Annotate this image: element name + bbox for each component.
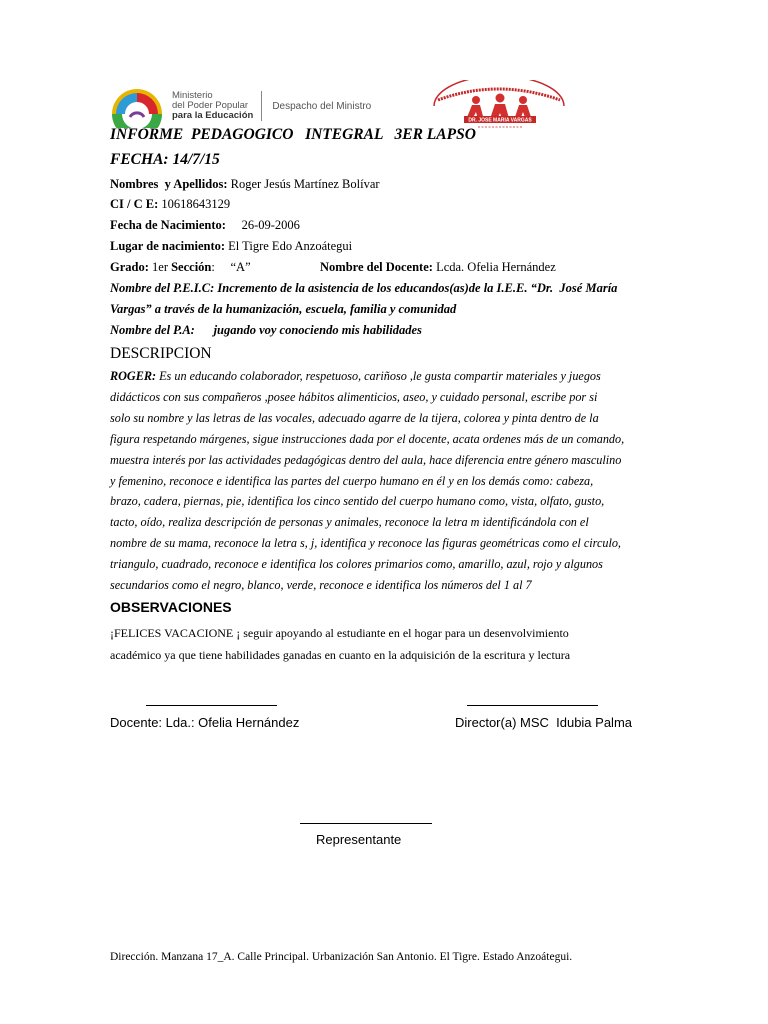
- logo-divider: [261, 91, 262, 121]
- school-logo: [428, 80, 570, 130]
- description-paragraph: [110, 366, 658, 596]
- description-line: nombre de su mama, reconoce la letra s, j, identifica y reconoce las figuras geométricas como el circulo,: [110, 536, 621, 551]
- student-id-field: [110, 197, 230, 212]
- field-label: Sección: [167, 260, 212, 274]
- description-line: muestra interés por las actividades pedagógicas dentro del aula, hace diferencia entre género masculino: [110, 452, 622, 467]
- description-line: figura respetando márgenes, sigue instrucciones dada por el docente, acata ordenes más de un comando,: [110, 431, 625, 446]
- description-line: secundarios como el negro, blanco, verde, reconoce e identifica los números del 1 al 7: [110, 578, 532, 593]
- field-label: Grado:: [110, 260, 149, 274]
- director-signature-label: Director(a) MSC Idubia Palma: [455, 715, 632, 730]
- representative-signature-label: Representante: [316, 832, 402, 847]
- student-first-name: ROGER:: [110, 369, 157, 383]
- description-text: Es un educando colaborador, respetuoso, cariñoso ,le gusta compartir materiales y juegos: [156, 369, 601, 383]
- description-line: [110, 366, 658, 387]
- field-value: 26-09-2006: [225, 218, 300, 232]
- field-value: Lcda. Ofelia Hernández: [432, 260, 556, 274]
- grade-section-field: [110, 260, 251, 275]
- ministry-name-line: [172, 111, 253, 121]
- field-value: 10618643129: [158, 197, 231, 211]
- description-line: didácticos con sus compañeros ,posee hábitos alimenticios, aseo, y cuidado personal, escribe por si: [110, 389, 598, 404]
- report-date: FECHA: 14/7/15: [110, 151, 220, 168]
- ministry-name-line: Ministerio: [172, 90, 213, 101]
- description-line: solo su nombre y las letras de las vocales, adecuado agarre de la tijera, colorea y pinta dentro de la: [110, 410, 599, 425]
- ministry-name: [172, 91, 253, 121]
- field-label: Lugar de nacimiento:: [110, 239, 226, 253]
- observations-paragraph: [110, 622, 658, 666]
- observations-heading: OBSERVACIONES: [110, 599, 232, 615]
- description-line: triangulo, cuadrado, reconoce e identifica los colores primarios como, amarillo, azul, rojo y algunos: [110, 557, 603, 572]
- student-name-field: [110, 177, 380, 192]
- field-value: 1er: [148, 260, 168, 274]
- description-line: tacto, oído, realiza descripción de personas y animales, reconoce la letra m identificándola con el: [110, 515, 589, 530]
- ministry-name-bold: para la Educación: [172, 110, 254, 121]
- svg-text:DR. JOSE MARIA VARGAS: DR. JOSE MARIA VARGAS: [468, 117, 532, 124]
- footer-address: Dirección. Manzana 17_A. Calle Principal. Urbanización San Antonio. El Tigre. Estado Anzoátegui.: [110, 951, 573, 963]
- ministry-name-line: del Poder Popular: [172, 100, 249, 111]
- observations-line: ¡FELICES VACACIONE ¡ seguir apoyando al estudiante en el hogar para un desenvolvimiento: [110, 626, 569, 640]
- description-heading: DESCRIPCION: [110, 345, 212, 362]
- observations-line: académico ya que tiene habilidades ganadas en cuanto en la adquisición de la escritura y lectura: [110, 648, 571, 662]
- report-title: INFORME PEDAGOGICO INTEGRAL 3ER LAPSO: [110, 126, 476, 143]
- pa-line: Nombre del P.A: jugando voy conociendo mis habilidades: [110, 323, 422, 337]
- teacher-field: [320, 260, 556, 275]
- field-label: CI / C E:: [110, 197, 159, 211]
- ministry-office: Despacho del Ministro: [272, 100, 372, 112]
- field-label: Nombres y Apellidos:: [110, 177, 228, 191]
- description-line: brazo, cadera, piernas, pie, identifica los cinco sentido del cuerpo humano como, vista, olfato, gusto,: [110, 494, 605, 509]
- teacher-signature-line: [146, 705, 277, 706]
- teacher-signature-label: Docente: Lda.: Ofelia Hernández: [110, 715, 300, 730]
- field-value: El Tigre Edo Anzoátegui: [225, 239, 353, 253]
- peic-line: Vargas” a través de la humanización, escuela, familia y comunidad: [110, 302, 457, 316]
- field-value: : “A”: [211, 260, 251, 274]
- peic-line: Nombre del P.E.I.C: Incremento de la asistencia de los educandos(as)de la I.E.E. “Dr. José María: [110, 281, 618, 295]
- birth-date-field: [110, 218, 300, 233]
- field-label: Nombre del Docente:: [320, 260, 433, 274]
- field-value: Roger Jesús Martínez Bolívar: [227, 177, 380, 191]
- description-line: y femenino, reconoce e identifica las partes del cuerpo humano en él y en los demás como: cabeza,: [110, 473, 594, 488]
- ministry-emblem-icon: [108, 84, 166, 128]
- ministry-logo: [108, 84, 428, 128]
- birthplace-field: [110, 239, 352, 254]
- representative-signature-line: [300, 823, 432, 824]
- field-label: Fecha de Nacimiento:: [110, 218, 226, 232]
- director-signature-line: [467, 705, 598, 706]
